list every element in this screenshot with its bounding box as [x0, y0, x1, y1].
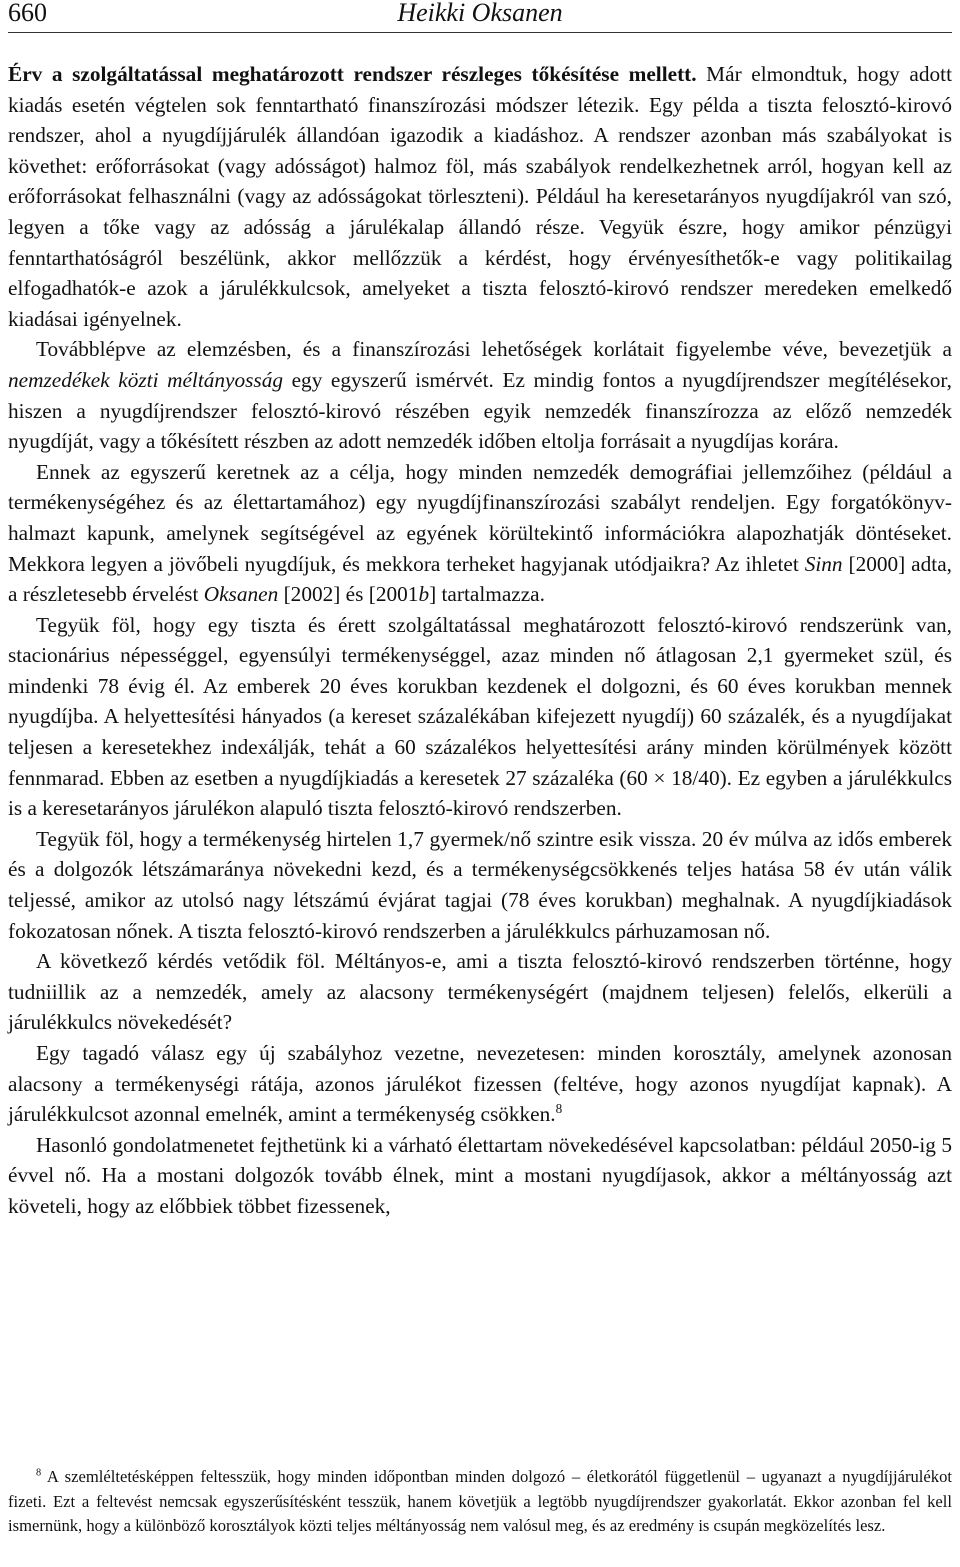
footnotes [8, 1465, 952, 1539]
paragraph-1-text: Már elmondtuk, hogy adott kiadás esetén végtelen sok fenntartható finanszírozási módszer létezik. Egy példa a tiszta felosztó-kirovó rendszer, ahol a nyugdíjjárulék állandóan igazodik a kiadáshoz. A rendszer azonban más szabályokat is követhet: erőforrásokat (vagy adósságot) halmoz föl, más szabályok rendelkezhetnek arról, hogyan kell az erőforrásokat felhasználni (vagy az adósságokat törleszteni). Például ha keresetarányos nyugdíjakról van szó, legyen a tőke vagy az adósság a járulékalap állandó része. Vegyük észre, hogy amikor pénzügyi fenntarthatóságról beszélünk, akkor mellőzzük a kérdést, hogy érvényesíthetők-e vagy politikailag elfogadhatók-e azok a járulékkulcsok, amelyeket a tiszta felosztó-kirovó rendszer meredeken emelkedő kiadásai igényelnek. [8, 62, 952, 331]
emphasized-term: nemzedékek közti méltányosság [8, 367, 284, 392]
paragraph-2-text-a: Továbblépve az elemzésben, és a finanszírozási lehetőségek korlátait figyelembe véve, bevezetjük a [36, 337, 952, 362]
paragraph-3 [8, 457, 952, 610]
paragraph-7-text: Egy tagadó válasz egy új szabályhoz vezetne, nevezetesen: minden korosztály, amelynek azonosan alacsony a termékenységi rátája, azonos járulékot fizessen (feltéve, hogy azonos nyugdíjat kapnak). A járulékkulcsot azonnal emelnék, amint a termékenység csökken. [8, 1041, 952, 1127]
paragraph-2 [8, 334, 952, 456]
paragraph-4: Tegyük föl, hogy egy tiszta és érett szolgáltatással meghatározott felosztó-kirovó rendszerünk van, stacionárius népességgel, egyensúlyi termékenységgel, azaz minden nő átlagosan 2,1 gyermeket szül, és mindenki 78 évig él. Az emberek 20 éves korukban kezdenek el dolgozni, és 60 éves korukban mennek nyugdíjba. A helyettesítési hányados (a kereset százalékában kifejezett nyugdíj) 60 százalék, és a nyugdíjakat teljesen a keresetekhez indexálják, tehát a 60 százalékos helyettesítési arány minden körülmények között fennmarad. Ebben az esetben a nyugdíjkiadás a keresetek 27 százaléka (60 × 18/40). Ez egyben a járulékkulcs is a keresetarányos járulékon alapuló tiszta felosztó-kirovó rendszerben. [8, 612, 952, 821]
footnote-8 [8, 1465, 952, 1539]
paragraph-2-text-b: egy egyszerű ismérvét. Ez mindig fontos a nyugdíjrendszer megítélésekor, hiszen a nyugdíjrendszer felosztó-kirovó részében egyik nemzedék finanszírozza az előző nemzedék nyugdíját, vagy a tőkésített részben az adott nemzedék időben eltolja forrásait a nyugdíjas korára. [8, 367, 952, 454]
footnote-reference[interactable]: 8 [555, 1101, 563, 1117]
citation-author-oksanen: Oksanen [203, 582, 279, 607]
paragraph-8: Hasonló gondolatmenetet fejthetünk ki a várható élettartam növekedésével kapcsolatban: például 2050-ig 5 évvel nő. Ha a mostani dolgozók tovább élnek, mint a mostani nyugdíjasok, akkor a méltányosság azt követeli, hogy az előbbiek többet fizessenek, [8, 1132, 952, 1218]
paragraph-7 [8, 1038, 952, 1130]
footnote-text: A szemléltetésképpen feltesszük, hogy minden időpontban minden dolgozó – életkorától függetlenül – ugyanazt a nyugdíjjárulékot fizeti. Ezt a feltevést nemcsak egyszerűsítésként tesszük, hanem követjük a legtöbb nyugdíjrendszer gyakorlatát. Ekkor azonban fel kell ismernünk, hogy a különböző korosztályok közti teljes méltányosság nem valósul meg, és az eredmény is csupán megközelítés lesz. [8, 1467, 952, 1536]
paragraph-3-text-d: ] tartalmazza. [429, 582, 545, 607]
paragraph-lead-heading: Érv a szolgáltatással meghatározott rendszer részleges tőkésítése mellett. [8, 62, 697, 86]
body-text [8, 59, 952, 1222]
header-rule [8, 32, 952, 33]
paragraph-6: A következő kérdés vetődik föl. Méltányos-e, ami a tiszta felosztó-kirovó rendszerben történne, hogy tudniillik az a nemzedék, amely az alacsony termékenységért (majdnem teljesen) felelős, elkerüli a járulékkulcs növekedését? [8, 949, 952, 1035]
footnote-marker: 8 [36, 1467, 42, 1479]
paragraph-3-text-c: [2002] és [2001 [278, 582, 419, 607]
paragraph-3-text-b: [2000] adta, a részletesebb érvelést [8, 551, 952, 607]
citation-author-sinn: Sinn [804, 551, 843, 576]
paragraph-3-text-a: Ennek az egyszerű keretnek az a célja, hogy minden nemzedék demográfiai jellemzőihez (például a termékenységéhez és az élettartamához) egy nyugdíjfinanszírozási szabályt rendeljen. Egy forgatókönyv-halmazt kapunk, amelynek segítségével az egyének körültekintő információkra alapozhatják döntéseket. Mekkora legyen a jövőbeli nyugdíjuk, és mekkora terheket hagyjanak utódjaikra? Az ihletet [8, 459, 952, 576]
paragraph-5: Tegyük föl, hogy a termékenység hirtelen 1,7 gyermek/nő szintre esik vissza. 20 év múlva az idős emberek és a dolgozók létszámaránya növekedni kezd, és a termékenységcsökkenés teljes hatása 58 év után válik teljessé, amikor az utolsó nagy létszámú évjárat tagjai (78 éves korukban) meghalnak. A nyugdíjkiadások fokozatosan nőnek. A tiszta felosztó-kirovó rendszerben a járulékkulcs párhuzamosan nő. [8, 826, 952, 943]
running-header [8, 0, 952, 28]
running-title: Heikki Oksanen [397, 0, 563, 27]
page-number: 660 [8, 0, 47, 27]
paragraph-1 [8, 59, 952, 334]
citation-year-suffix: b [418, 582, 430, 607]
